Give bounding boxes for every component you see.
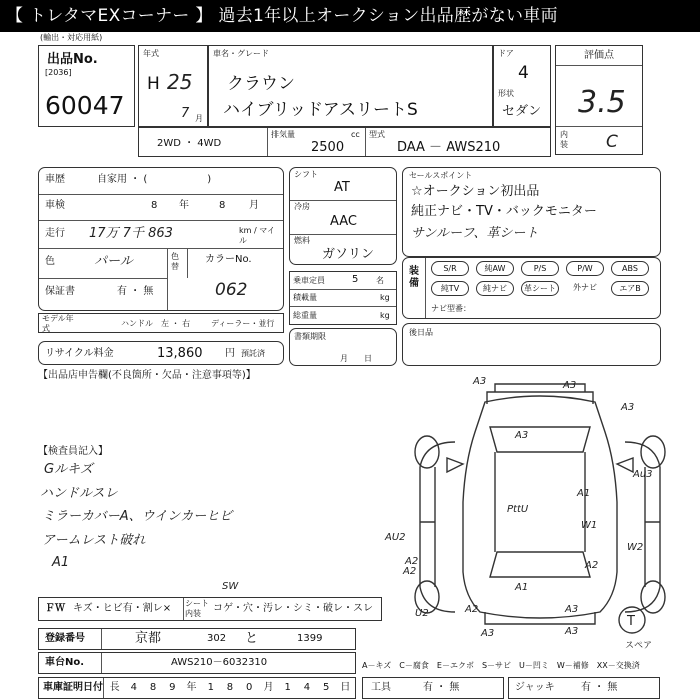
banner-title: 【 トレタマEXコーナー 】 過去1年以上オークション出品歴がない車両	[0, 0, 700, 32]
exhibitor-declaration-label: 【出品店申告欄(不良箇所・欠品・注意事項等)】	[38, 370, 256, 381]
sheet-category: (輸出・対応用紙)	[40, 33, 103, 42]
equip-power-windows: P/W	[566, 261, 604, 276]
model-label: 型式	[369, 130, 385, 139]
handle-value: 左 ・ 右	[161, 319, 191, 328]
garage-cert-values	[105, 678, 355, 698]
mark-front-right: A3	[563, 380, 577, 391]
sales-points-box	[402, 167, 661, 257]
garage-cert-label: 車庫証明日付	[43, 682, 103, 693]
vehicle-damage-diagram	[385, 372, 685, 651]
score-box	[555, 45, 643, 155]
inspection-month: 8	[219, 200, 226, 211]
equip-aftermarket-navi: 外ナビ	[566, 281, 604, 296]
tools-row	[362, 677, 504, 699]
inspection-year: 8	[151, 200, 158, 211]
year-value: 25	[167, 70, 193, 94]
garage-cert-cell: 4	[303, 682, 311, 693]
model-year-row	[38, 313, 284, 333]
sales-points-label: セールスポイント	[409, 171, 473, 180]
car-name-box	[208, 45, 493, 127]
mark-roof: PttU	[507, 504, 529, 515]
equip-genuine-navi: 純ナビ	[476, 281, 514, 296]
equip-alloy-wheels: 純AW	[476, 261, 514, 276]
docs-label: 書類期限	[294, 332, 326, 341]
inspector-note-1: Gルキズ	[44, 462, 93, 477]
registration-kana: と	[245, 631, 259, 646]
mark-left-lower-a2: A2	[403, 566, 417, 577]
later-items-label: 後日品	[409, 328, 433, 337]
registration-class: 302	[207, 633, 227, 644]
mark-right-panel-w1: W1	[581, 520, 598, 531]
inspection-label: 車検	[45, 200, 65, 211]
spec-row	[138, 127, 551, 157]
displacement-value: 2500	[311, 140, 345, 155]
mark-right-fender: A3	[621, 402, 635, 413]
later-items-box	[402, 323, 661, 366]
seat-label: シート内装	[185, 599, 209, 618]
mark-right-front-door: Au3	[633, 469, 653, 480]
shape-value: セダン	[502, 104, 542, 119]
mark-rear-right-a2: A2	[585, 560, 599, 571]
registration-label: 登録番号	[45, 633, 85, 644]
mark-rear-right-lower-a3: A3	[565, 626, 579, 637]
inspector-note-3: ミラーカバーA、ウインカーヒビ	[42, 509, 233, 524]
load-label: 積載量	[293, 293, 317, 302]
equip-power-steering: P/S	[521, 261, 559, 276]
mark-trunk-a1: A1	[515, 582, 529, 593]
registration-prefecture: 京都	[135, 631, 162, 646]
recycle-label: リサイクル料金	[45, 348, 114, 359]
shape-label: 形状	[498, 89, 514, 98]
chassis-label: 車台No.	[45, 657, 85, 668]
score-label: 評価点	[584, 50, 614, 61]
warranty-label: 保証書	[45, 286, 75, 297]
model-code: DAA － AWS210	[397, 140, 501, 155]
fw-defects: キズ・ヒビ有・割レ×	[73, 603, 172, 614]
gross-unit: kg	[380, 311, 390, 320]
sales-point-2: 純正ナビ・TV・バックモニター	[411, 204, 597, 219]
year-box	[138, 45, 208, 127]
seat-defects: コゲ・穴・汚レ・シミ・破レ・スレ	[213, 603, 373, 614]
navi-model-label: ナビ型番：	[431, 304, 471, 313]
lot-box	[38, 45, 135, 127]
mark-left-rear-u2: U2	[415, 608, 429, 619]
mark-bonnet: A3	[515, 430, 529, 441]
lot-small-number: [2036]	[45, 68, 72, 77]
lot-number: 60047	[45, 91, 125, 120]
garage-cert-cell: 8	[149, 682, 157, 693]
mark-rear-right-a3: A3	[565, 604, 579, 615]
car-grade: ハイブリッドアスリートS	[223, 100, 418, 120]
doors-box	[493, 45, 551, 127]
color-change-label: 色替	[171, 252, 179, 271]
docs-unit: 月 日	[340, 354, 372, 363]
fw-condition-row	[38, 597, 382, 621]
gross-label: 総重量	[293, 311, 317, 320]
jack-label: ジャッキ	[515, 682, 555, 693]
garage-cert-cell: 8	[226, 682, 234, 693]
handle-label: ハンドル	[121, 319, 153, 328]
recycle-unit: 円	[225, 348, 235, 359]
equipment-label: 装備	[409, 266, 419, 289]
garage-cert-cell: 長	[109, 682, 120, 693]
mark-right-panel-a1: A1	[577, 488, 591, 499]
garage-certificate-row	[38, 677, 356, 699]
garage-cert-cell: 年	[186, 682, 197, 693]
doors-label: ドア	[498, 49, 514, 58]
spare-tire-label: スペア	[625, 641, 653, 651]
history-value: 自家用 ・ ( )	[97, 174, 212, 185]
cc-unit: cc	[351, 130, 360, 139]
garage-cert-cell: 4	[130, 682, 138, 693]
shift-label: シフト	[294, 170, 318, 179]
drive-type: 2WD ・ 4WD	[157, 138, 222, 149]
sales-point-3: サンルーフ、革シート	[411, 226, 539, 241]
chassis-row	[38, 652, 356, 674]
mark-left-front-au2: AU2	[385, 532, 406, 543]
color-value: パール	[94, 254, 133, 269]
year-label: 年式	[143, 49, 159, 58]
sales-point-1: ☆オークション初出品	[411, 184, 540, 199]
color-label: 色	[45, 256, 55, 267]
inspector-note-4: アームレスト破れ	[42, 533, 146, 548]
load-unit: kg	[380, 293, 390, 302]
recycle-note: 預託済	[241, 349, 265, 358]
displacement-label: 排気量	[271, 130, 295, 139]
inspection-month-unit: 月	[249, 200, 259, 211]
capacity-form	[289, 271, 397, 325]
interior-value: C	[606, 132, 618, 152]
garage-cert-cell: 0	[246, 682, 253, 693]
inspector-note-5: A1	[52, 555, 70, 570]
model-year-label: モデル年式	[42, 314, 74, 333]
seat-mark: SW	[222, 581, 239, 592]
mileage-unit: km / マイル	[239, 226, 276, 245]
jack-row	[508, 677, 660, 699]
capacity-label: 乗車定員	[293, 276, 325, 285]
mark-rear-bumper-a3: A3	[481, 628, 495, 639]
documents-form	[289, 328, 397, 366]
month-value: 7	[181, 106, 190, 121]
garage-cert-cell: 1	[284, 682, 291, 693]
capacity-unit: 名	[376, 276, 384, 285]
lot-label: 出品No.	[47, 52, 98, 67]
inspection-year-unit: 年	[179, 200, 189, 211]
garage-cert-cell: 9	[169, 682, 176, 693]
equip-sunroof: S/R	[431, 261, 469, 276]
equip-leather-seats: 革シート	[521, 281, 559, 296]
mileage-value: 17万 7千 863	[89, 226, 173, 241]
garage-cert-cell: 月	[263, 682, 274, 693]
garage-cert-cell: 1	[207, 682, 214, 693]
equip-genuine-tv: 純TV	[431, 281, 469, 296]
car-name-label: 車名・グレード	[213, 49, 269, 58]
fw-label: ＦＷ	[45, 603, 65, 614]
dealer-label: ディーラー・並行	[211, 319, 275, 328]
score-value: 3.5	[578, 85, 626, 120]
recycle-fee-row	[38, 341, 284, 365]
damage-legend: A－キズ C－腐食 E－エクボ S－サビ U－凹ミ W－補修 XX－交換済	[362, 661, 640, 670]
chassis-number: AWS210－6032310	[171, 657, 268, 668]
registration-row	[38, 628, 356, 650]
spare-tire-symbol: T	[627, 614, 635, 629]
inspector-note-2: ハンドルスレ	[40, 486, 118, 501]
interior-label: 内装	[560, 130, 568, 149]
equipment-box	[402, 257, 661, 319]
garage-cert-cell: 5	[322, 682, 330, 693]
fuel-value: ガソリン	[322, 247, 375, 262]
jack-value: 有 ・ 無	[581, 682, 618, 693]
garage-cert-cell: 日	[340, 682, 351, 693]
ac-value: AAC	[330, 214, 357, 229]
equip-abs: ABS	[611, 261, 649, 276]
month-unit: 月	[195, 114, 203, 123]
capacity-value: 5	[352, 274, 359, 285]
warranty-value: 有 ・ 無	[117, 286, 154, 297]
tools-label: 工具	[371, 682, 391, 693]
year-era: H	[147, 74, 160, 94]
color-no-label: カラーNo.	[205, 254, 252, 265]
mark-rear-left-a2: A2	[465, 604, 479, 615]
shift-value: AT	[334, 180, 350, 195]
ac-label: 冷房	[294, 202, 310, 211]
registration-number: 1399	[297, 633, 323, 644]
car-name: クラウン	[227, 74, 295, 94]
vehicle-details-form	[38, 167, 284, 311]
color-no-value: 062	[215, 280, 248, 300]
mark-left-a2: A2	[405, 556, 419, 567]
doors-value: 4	[518, 63, 529, 83]
equip-airbag: エアB	[611, 281, 649, 296]
mark-right-rear-w2: W2	[627, 542, 644, 553]
inspector-label: 【検査員記入】	[38, 446, 108, 457]
drivetrain-form	[289, 167, 397, 265]
recycle-amount: 13,860	[157, 346, 203, 361]
tools-value: 有 ・ 無	[423, 682, 460, 693]
mark-front-left: A3	[473, 376, 487, 387]
mileage-label: 走行	[45, 228, 65, 239]
fuel-label: 燃料	[294, 236, 310, 245]
history-label: 車歴	[45, 174, 65, 185]
